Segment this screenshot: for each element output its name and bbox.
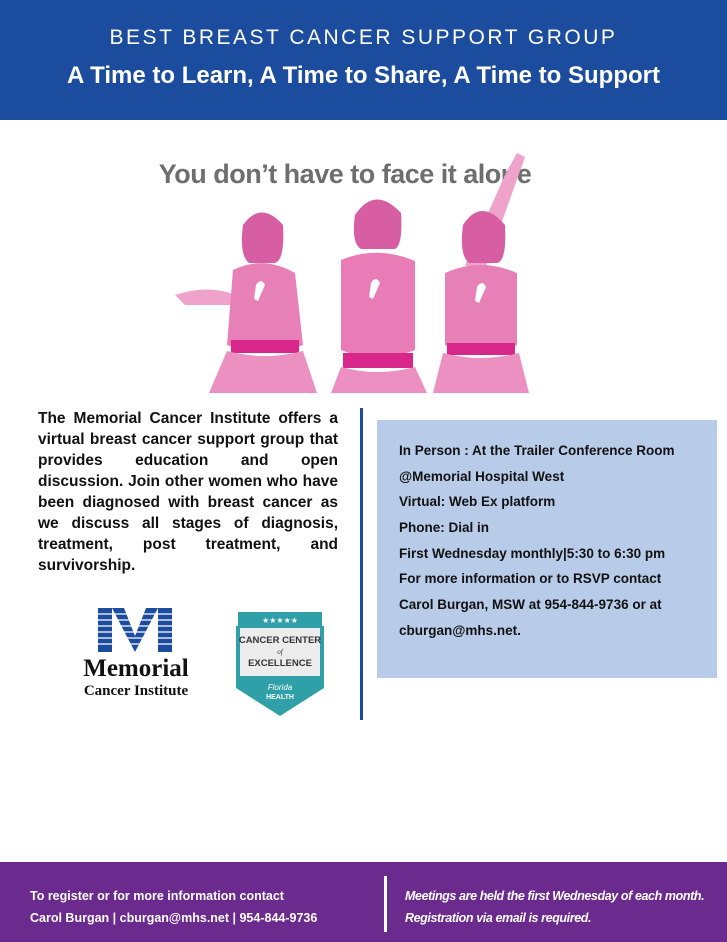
woman-middle-figure — [331, 199, 427, 393]
woman-left-figure — [175, 213, 317, 394]
info-line: @Memorial Hospital West — [399, 468, 565, 484]
badge-stars: ★★★★★ — [262, 616, 298, 625]
footer-banner — [0, 862, 727, 942]
info-line: For more information or to RSVP contact — [399, 571, 662, 587]
info-line: First Wednesday monthly|5:30 to 6:30 pm — [399, 545, 666, 561]
hero-illustration — [145, 145, 550, 393]
badge-florida: Florida — [267, 683, 293, 692]
info-line: Phone: Dial in — [399, 520, 490, 536]
memorial-logo-sub: Cancer Institute — [83, 683, 189, 699]
cancer-center-excellence-badge — [232, 610, 328, 720]
info-line: Carol Burgan, MSW at 954-844-9736 or at — [399, 597, 662, 613]
header-banner — [0, 0, 727, 120]
info-line: In Person : At the Trailer Conference Room — [399, 443, 675, 458]
memorial-m-icon — [94, 608, 178, 652]
badge-title: CANCER CENTER — [238, 635, 322, 646]
footer-register-text: To register or for more information contact — [30, 889, 284, 903]
group-title: BEST BREAST CANCER SUPPORT GROUP — [109, 26, 618, 49]
info-line: Virtual: Web Ex platform — [399, 494, 556, 510]
memorial-cancer-institute-logo — [68, 606, 204, 702]
footer-meeting-note: Meetings are held the first Wednesday of each month. — [405, 889, 705, 903]
tagline: A Time to Learn, A Time to Share, A Time to Support — [67, 62, 660, 89]
program-description: The Memorial Cancer Institute offers a virtual breast cancer support group that provides education and open discussion. Join other women who have been diagnosed with breast cancer as we discuss all stages of diagnosis, treatment, post treatment, and survivorship. — [38, 410, 338, 574]
woman-right-figure — [433, 153, 529, 393]
vertical-divider — [360, 408, 363, 720]
footer-contact-text: Carol Burgan | cburgan@mhs.net | 954-844-9736 — [30, 911, 318, 925]
hero-headline: You don’t have to face it alone — [158, 159, 532, 189]
badge-health: HEALTH — [266, 694, 294, 701]
memorial-logo-name: Memorial — [83, 655, 189, 682]
info-line: cburgan@mhs.net. — [399, 622, 521, 638]
footer-divider — [384, 876, 387, 932]
badge-of: of — [277, 648, 283, 656]
footer-registration-note: Registration via email is required. — [405, 911, 592, 925]
badge-excellence: EXCELLENCE — [248, 658, 312, 669]
meeting-info-box — [377, 420, 717, 678]
